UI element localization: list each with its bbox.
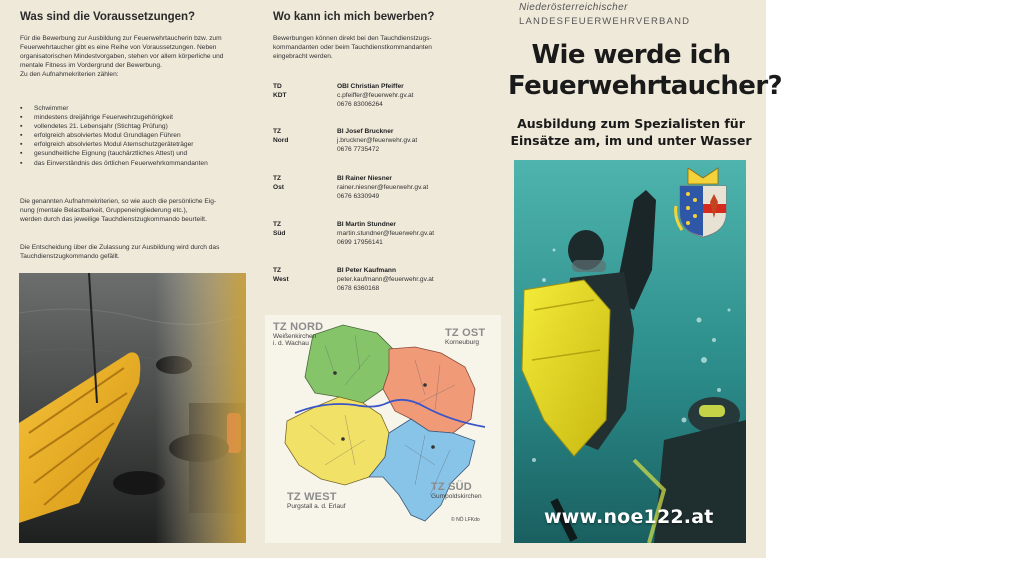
contact-phone: 0676 6330949: [337, 193, 380, 201]
list-item: ▪ Schwimmer: [20, 104, 208, 113]
list-item: ▪ gesundheitliche Eignung (tauchärztliches Attest) und: [20, 149, 208, 158]
map-label-ost: TZ OST Korneuburg: [445, 327, 486, 346]
requirements-heading: Was sind die Voraussetzungen?: [20, 11, 196, 23]
zone-label: TZ Nord: [273, 128, 289, 145]
map-label-nord: TZ NORD Weißenkirchen i. d. Wachau: [273, 321, 324, 347]
contact-name: BI Martin Stundner: [337, 221, 396, 228]
fire-brigade-crest-icon: [674, 166, 732, 238]
zone-label: TZ Süd: [273, 221, 286, 238]
apply-heading: Wo kann ich mich bewerben?: [273, 11, 435, 23]
map-label-sued: TZ SÜD Gumpoldskirchen: [431, 481, 482, 500]
contact-name: BI Rainer Niesner: [337, 175, 392, 182]
diver-cover-photo: [514, 160, 746, 543]
contact-name: OBI Christian Pfeiffer: [337, 83, 404, 90]
page-subtitle: Ausbildung zum Spezialisten für Einsätze am, im und unter Wasser: [510, 116, 752, 148]
divers-boat-photo: [19, 273, 246, 543]
requirements-intro: Für die Bewerbung zur Ausbildung zur Feuerwehrtaucherin bzw. zum Feuerwehrtaucher gibt es eine Reihe von Voraussetzungen. Neben organisatorischen Mindestvorgaben, stehen vor allem körperliche und mentale Fitness im Vordergrund der Bewerbung. Zu den Aufnahmekriterien zählen:: [20, 35, 224, 79]
contact-email[interactable]: j.bruckner@feuerwehr.gv.at: [337, 137, 418, 145]
zone-label: TZ Ost: [273, 175, 284, 192]
list-item: ▪ erfolgreich absolviertes Modul Grundlagen Führen: [20, 131, 208, 140]
decision-paragraph: Die Entscheidung über die Zulassung zur Ausbildung wird durch das Tauchdienstzugkommando gefällt.: [20, 244, 220, 261]
contact-email[interactable]: c.pfeiffer@feuerwehr.gv.at: [337, 92, 414, 100]
map-credit: © NÖ LFKdo: [451, 517, 480, 523]
contact-email[interactable]: peter.kaufmann@feuerwehr.gv.at: [337, 276, 434, 284]
zone-label: TD KDT: [273, 83, 287, 100]
list-item: ▪ erfolgreich absolviertes Modul Atemschutzgeräteträger: [20, 140, 208, 149]
region-map: [265, 315, 501, 543]
brand-line-2: LANDESFEUERWEHRVERBAND: [519, 16, 691, 27]
contact-email[interactable]: martin.stundner@feuerwehr.gv.at: [337, 230, 435, 238]
map-region-ost: [383, 347, 475, 433]
contact-phone: 0678 6360168: [337, 285, 380, 293]
list-item: ▪ das Einverständnis des örtlichen Feuerwehrkommandanten: [20, 159, 208, 168]
zone-label: TZ West: [273, 267, 289, 284]
website-link[interactable]: www.noe122.at: [544, 506, 714, 528]
divers-lift-bag-image: [19, 273, 246, 543]
list-item: ▪ mindestens dreijährige Feuerwehrzugehörigkeit: [20, 113, 208, 122]
brand-line-1: Niederösterreichischer: [519, 2, 628, 13]
list-item: ▪ vollendetes 21. Lebensjahr (Stichtag Prüfung): [20, 122, 208, 131]
contact-name: BI Josef Bruckner: [337, 128, 394, 135]
contact-email[interactable]: rainer.niesner@feuerwehr.gv.at: [337, 184, 429, 192]
contact-phone: 0676 7735472: [337, 146, 380, 154]
criteria-list: [20, 104, 208, 168]
apply-intro: Bewerbungen können direkt bei den Tauchdienstzugs- kommandanten oder beim Tauchdienstkommandanten eingebracht werden.: [273, 35, 432, 61]
contact-phone: 0676 83006264: [337, 101, 383, 109]
assessment-paragraph: Die genannten Aufnahmekriterien, so wie auch die persönliche Eig- nung (mentale Belastbarkeit, Gruppeneingliederung etc.), werden durch das jeweilige Tauchdienstzugkommando beurteilt.: [20, 198, 217, 224]
contact-phone: 0699 17956141: [337, 239, 383, 247]
contact-name: BI Peter Kaufmann: [337, 267, 396, 274]
page-title: Wie werde ich Feuerwehrtaucher?: [508, 40, 783, 101]
map-label-west: TZ WEST Purgstall a. d. Erlauf: [287, 491, 346, 510]
